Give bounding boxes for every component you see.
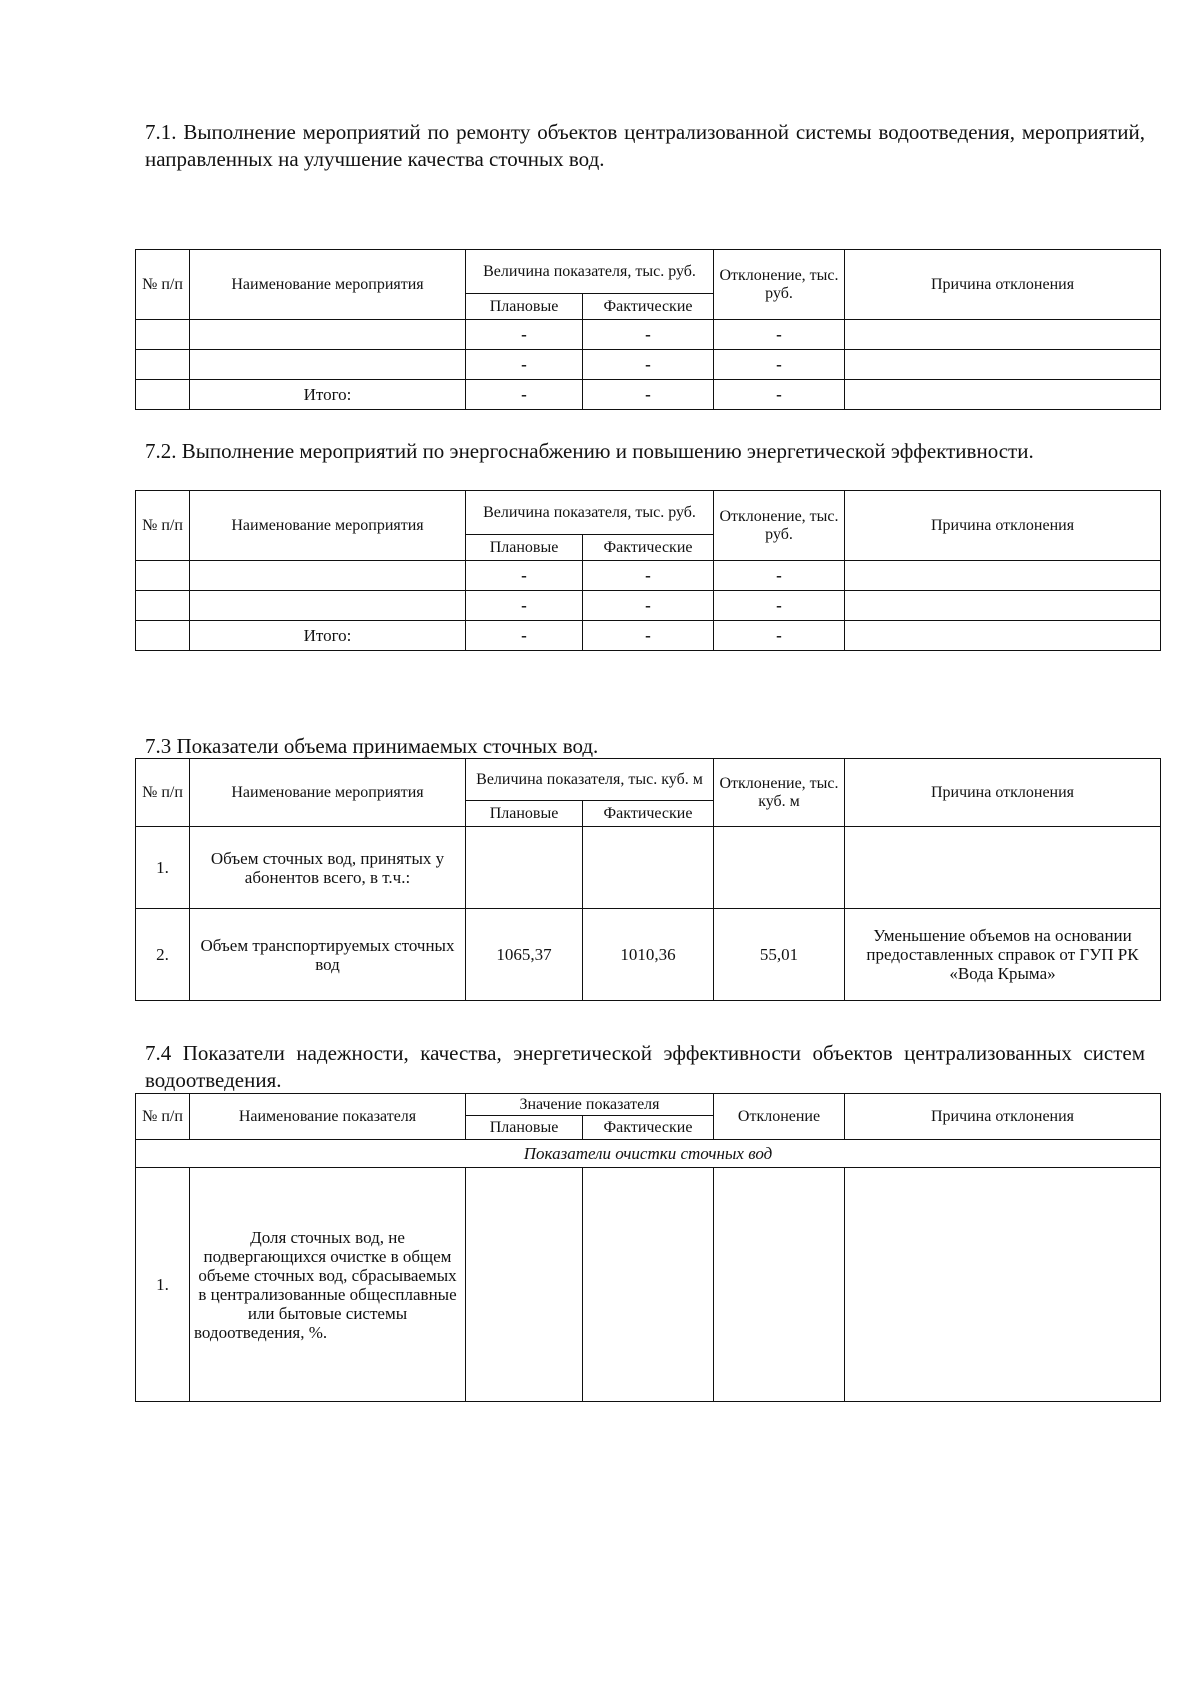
cell-reason xyxy=(845,591,1161,621)
section-7-2-heading: 7.2. Выполнение мероприятий по энергоснабжению и повышению энергетической эффективности. xyxy=(145,439,1034,463)
header-num: № п/п xyxy=(136,250,190,320)
cell-num: 1. xyxy=(136,827,190,909)
cell-reason xyxy=(845,621,1161,651)
cell-name: Объем транспортируемых сточных вод xyxy=(190,909,466,1001)
header-num: № п/п xyxy=(136,491,190,561)
header-plan: Плановые xyxy=(466,294,583,320)
cell-name xyxy=(190,591,466,621)
cell-plan: - xyxy=(466,561,583,591)
cell-plan: - xyxy=(466,350,583,380)
cell-deviation: - xyxy=(714,591,845,621)
cell-name: Доля сточных вод, не подвергающихся очистке в общем объеме сточных вод, сбрасываемых в централизованные общесплавные или бытовые системы водоотведения, %. xyxy=(190,1168,466,1402)
table-row xyxy=(136,320,1161,350)
header-fact: Фактические xyxy=(583,294,714,320)
cell-deviation: - xyxy=(714,380,845,410)
cell-num xyxy=(136,591,190,621)
table-7-3 xyxy=(135,758,1161,1001)
table-row xyxy=(136,561,1161,591)
header-deviation: Отклонение, тыс. руб. xyxy=(714,250,845,320)
table-row xyxy=(136,827,1161,909)
header-deviation: Отклонение, тыс. куб. м xyxy=(714,759,845,827)
table-row xyxy=(136,350,1161,380)
cell-name xyxy=(190,320,466,350)
header-reason: Причина отклонения xyxy=(845,1094,1161,1140)
table-row-total xyxy=(136,621,1161,651)
header-name: Наименование показателя xyxy=(190,1094,466,1140)
cell-reason xyxy=(845,350,1161,380)
header-fact: Фактические xyxy=(583,1116,714,1140)
cell-plan: - xyxy=(466,380,583,410)
cell-plan: - xyxy=(466,591,583,621)
table-row xyxy=(136,909,1161,1001)
header-deviation: Отклонение xyxy=(714,1094,845,1140)
cell-reason: Уменьшение объемов на основании предоставленных справок от ГУП РК «Вода Крыма» xyxy=(845,909,1161,1001)
table-7-1 xyxy=(135,249,1161,410)
header-reason: Причина отклонения xyxy=(845,250,1161,320)
table-row xyxy=(136,591,1161,621)
header-num: № п/п xyxy=(136,759,190,827)
cell-num xyxy=(136,380,190,410)
cell-deviation xyxy=(714,1168,845,1402)
cell-plan: 1065,37 xyxy=(466,909,583,1001)
header-fact: Фактические xyxy=(583,801,714,827)
cell-fact: - xyxy=(583,350,714,380)
cell-plan: - xyxy=(466,320,583,350)
header-name: Наименование мероприятия xyxy=(190,491,466,561)
header-plan: Плановые xyxy=(466,535,583,561)
header-num: № п/п xyxy=(136,1094,190,1140)
cell-reason xyxy=(845,827,1161,909)
cell-name: Итого: xyxy=(190,380,466,410)
cell-fact xyxy=(583,1168,714,1402)
section-7-3-heading: 7.3 Показатели объема принимаемых сточных вод. xyxy=(145,734,599,758)
cell-deviation: - xyxy=(714,320,845,350)
cell-reason xyxy=(845,1168,1161,1402)
header-name: Наименование мероприятия xyxy=(190,250,466,320)
section-7-1-heading: 7.1. Выполнение мероприятий по ремонту объектов централизованной системы водоотведения, мероприятий, направленных на улучшение качества сточных вод. xyxy=(145,120,1145,171)
cell-num: 2. xyxy=(136,909,190,1001)
cell-name: Итого: xyxy=(190,621,466,651)
header-group: Значение показателя xyxy=(466,1094,714,1116)
cell-fact: - xyxy=(583,621,714,651)
cell-fact: - xyxy=(583,320,714,350)
table-row-total xyxy=(136,380,1161,410)
cell-deviation: - xyxy=(714,561,845,591)
header-plan: Плановые xyxy=(466,801,583,827)
cell-deviation: - xyxy=(714,621,845,651)
header-plan: Плановые xyxy=(466,1116,583,1140)
cell-plan xyxy=(466,827,583,909)
cell-deviation xyxy=(714,827,845,909)
header-group: Величина показателя, тыс. руб. xyxy=(466,491,714,535)
header-deviation: Отклонение, тыс. руб. xyxy=(714,491,845,561)
cell-reason xyxy=(845,380,1161,410)
cell-name xyxy=(190,350,466,380)
cell-fact: - xyxy=(583,591,714,621)
header-reason: Причина отклонения xyxy=(845,491,1161,561)
cell-reason xyxy=(845,561,1161,591)
section-7-4-heading: 7.4 Показатели надежности, качества, энергетической эффективности объектов централизованных систем водоотведения. xyxy=(145,1041,1145,1092)
header-name: Наименование мероприятия xyxy=(190,759,466,827)
cell-deviation: 55,01 xyxy=(714,909,845,1001)
header-reason: Причина отклонения xyxy=(845,759,1161,827)
cell-num: 1. xyxy=(136,1168,190,1402)
cell-deviation: - xyxy=(714,350,845,380)
cell-name xyxy=(190,561,466,591)
cell-name: Объем сточных вод, принятых у абонентов всего, в т.ч.: xyxy=(190,827,466,909)
cell-fact xyxy=(583,827,714,909)
cell-plan: - xyxy=(466,621,583,651)
cell-reason xyxy=(845,320,1161,350)
cell-fact: - xyxy=(583,380,714,410)
header-group: Величина показателя, тыс. куб. м xyxy=(466,759,714,801)
cell-fact: 1010,36 xyxy=(583,909,714,1001)
table-row xyxy=(136,1168,1161,1402)
header-fact: Фактические xyxy=(583,535,714,561)
cell-fact: - xyxy=(583,561,714,591)
subheader-treatment: Показатели очистки сточных вод xyxy=(136,1140,1161,1168)
table-7-4 xyxy=(135,1093,1161,1402)
cell-num xyxy=(136,350,190,380)
table-7-2 xyxy=(135,490,1161,651)
cell-num xyxy=(136,561,190,591)
cell-plan xyxy=(466,1168,583,1402)
header-group: Величина показателя, тыс. руб. xyxy=(466,250,714,294)
cell-num xyxy=(136,621,190,651)
cell-num xyxy=(136,320,190,350)
